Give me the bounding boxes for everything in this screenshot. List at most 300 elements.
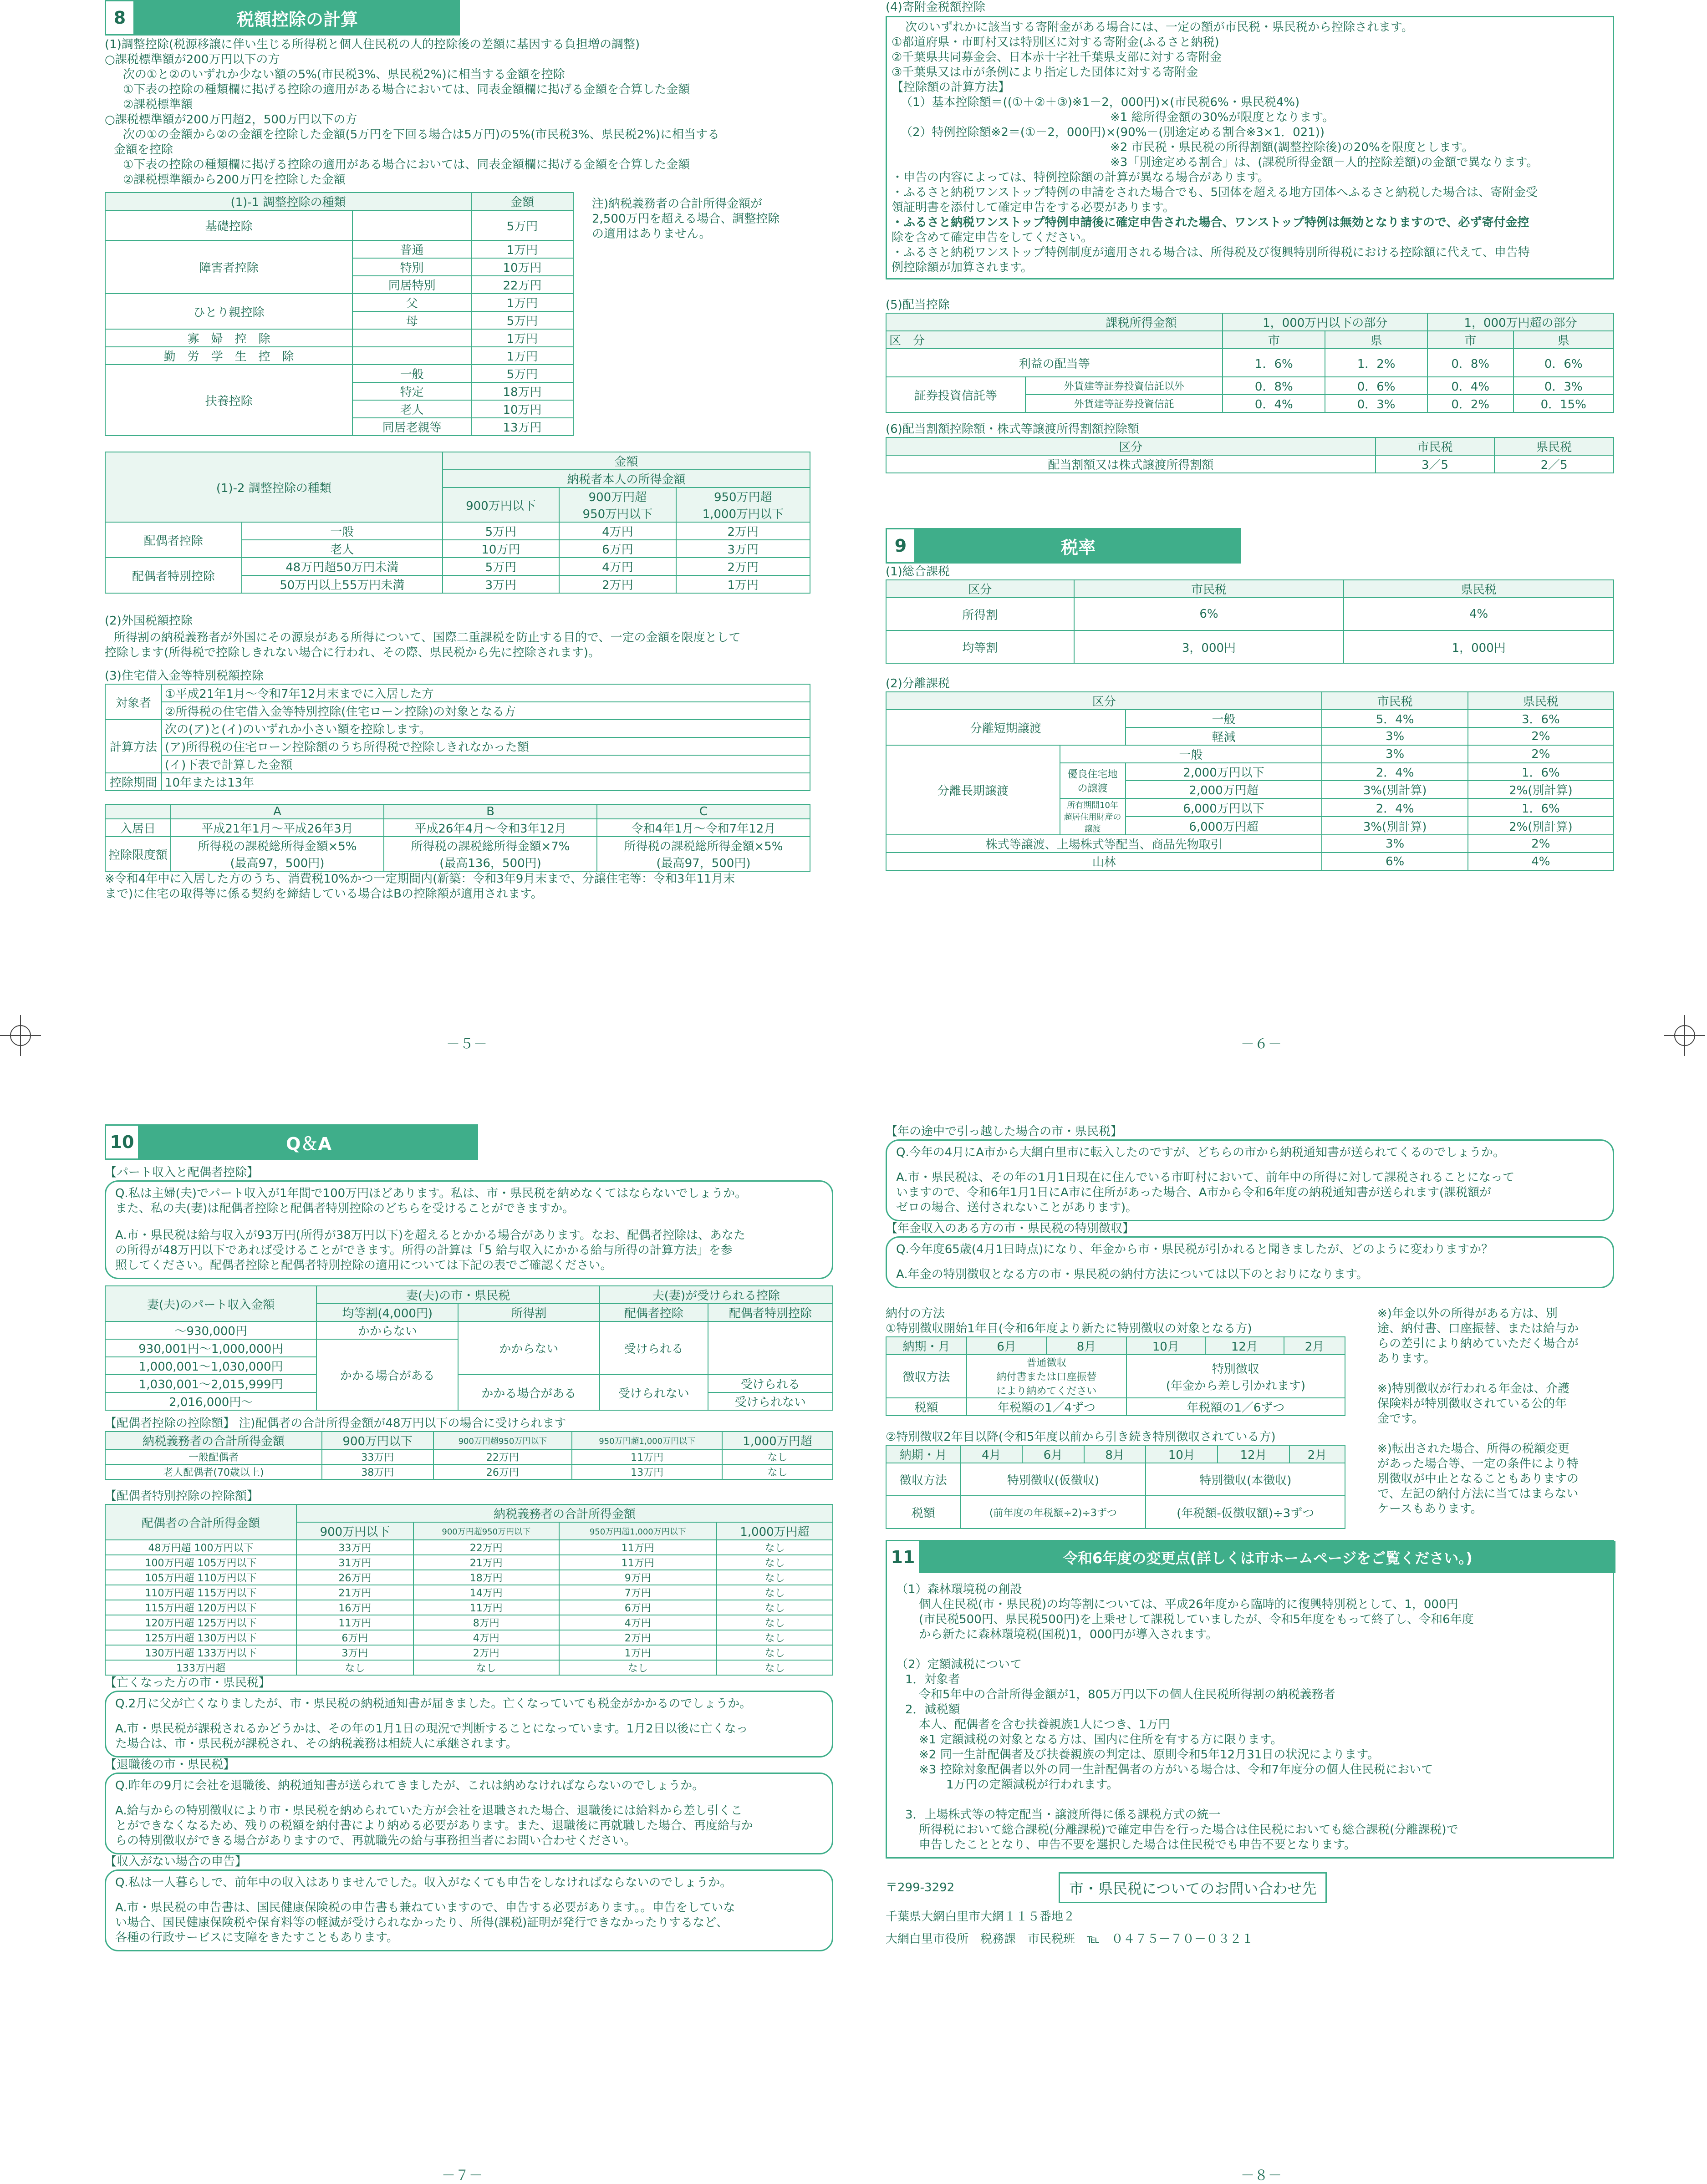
table-cell: 配当割額又は株式譲渡所得割額 xyxy=(886,455,1376,473)
table-cell: 0．2% xyxy=(1427,395,1513,412)
text-line: ・ふるさと納税ワンストップ特例申請後に確定申告された場合、ワンストップ特例は無効となりますので、必ず寄付金控 xyxy=(892,216,1529,229)
table-cell: 1．6% xyxy=(1223,349,1325,377)
section-9-header xyxy=(886,528,1241,564)
section-10-header xyxy=(105,1124,478,1160)
table-cell: 3% xyxy=(1322,835,1468,853)
answer-line: A.市・県民税は、その年の1月1日現在に住んでいる市町村において、前年中の所得に対して課税されることになって xyxy=(896,1171,1515,1184)
table-cell: 133万円超 xyxy=(105,1660,296,1675)
text-line: ①都道府県・市町村又は特別区に対する寄附金(ふるさと納税) xyxy=(892,36,1219,49)
table-header: 1，000万円以下の部分 xyxy=(1223,313,1427,331)
answer-line: A.市・県民税は給与収入が93万円(所得が38万円以下)を超えるとかかる場合があります。なお、配偶者控除は、あなた xyxy=(115,1229,745,1242)
table-header: 950万円超1,000万円以下 xyxy=(559,1522,717,1540)
table-cell: 5万円 xyxy=(443,522,559,540)
section-11-header xyxy=(887,1541,1615,1573)
table-cell: 父 xyxy=(352,294,471,311)
text-line: 次のいずれかに該当する寄附金がある場合には、一定の額が市民税・県民税から控除されます。 xyxy=(905,20,1413,34)
cell-line: 普通徴収 xyxy=(1026,1357,1067,1369)
table-cell: 均等割 xyxy=(886,630,1074,663)
table-cell: 16万円 xyxy=(296,1600,413,1615)
year1-heading: ①特別徴収開始1年目(令和6年度より新たに特別徴収の対象となる方) xyxy=(886,1322,1252,1336)
table-cell: 税額 xyxy=(886,1398,967,1416)
table-cell: 4万円 xyxy=(559,522,676,540)
table-cell: 21万円 xyxy=(413,1555,559,1570)
table-cell: 3万円 xyxy=(676,540,810,558)
text-line: 領証明書を添付して確定申告をする必要があります。 xyxy=(892,201,1175,214)
table-cell xyxy=(1126,1355,1345,1398)
table-header: 県 xyxy=(1513,331,1614,349)
foreign-tax-heading: (2)外国税額控除 xyxy=(105,614,193,628)
table-header: C xyxy=(597,804,810,819)
table-cell: 外貨建等証券投資信託 xyxy=(1025,395,1223,412)
table-cell: (年税額-仮徴収額)÷3ずつ xyxy=(1146,1496,1345,1529)
table-row xyxy=(105,1660,833,1675)
text-line: ②課税標準額 xyxy=(123,98,193,112)
table-cell: 14万円 xyxy=(413,1585,559,1600)
table-cell: 徴収方法 xyxy=(886,1355,967,1398)
text-line: ※1 総所得金額の30%が限度となります。 xyxy=(1110,111,1335,124)
table-cell: 0．4% xyxy=(1427,377,1513,395)
year1-collection-table xyxy=(886,1336,1345,1416)
header-line: 1,000万円以下 xyxy=(702,508,784,521)
text-line: 金額を控除 xyxy=(114,143,173,157)
answer-line: た場合は、市・県民税が課税され、その納税義務は相続人に承継されます。 xyxy=(115,1737,518,1751)
table-cell: 1,030,001～2,015,999円 xyxy=(105,1375,316,1392)
table-cell: 13万円 xyxy=(572,1464,722,1479)
table-header: (1)-2 調整控除の種類 xyxy=(105,452,443,522)
cell-line: 特別徴収 xyxy=(1212,1362,1259,1376)
table-cell: 1万円 xyxy=(676,575,810,593)
table-header: 納期・月 xyxy=(886,1337,967,1355)
table-cell: 3万円 xyxy=(296,1645,413,1660)
question-line: Q.昨年の9月に会社を退職後、納税通知書が送られてきましたが、これは納めなければならないのでしょうか。 xyxy=(115,1779,704,1793)
text-line: 個人住民税(市・県民税)の均等割については、平成26年度から臨時的に復興特別税として、1，000円 xyxy=(919,1598,1458,1611)
table-header: 900万円超950万円以下 xyxy=(433,1432,572,1449)
table-cell: 6,000万円以下 xyxy=(1126,798,1322,817)
registration-mark-left xyxy=(0,1015,41,1056)
table-cell: 4万円 xyxy=(559,558,676,575)
answer-line: とができなくなるため、残りの税額を納付書により納める必要があります。また、退職後に再就職した場合、再度給与か xyxy=(115,1819,753,1833)
table-cell: 令和4年1月～令和7年12月 xyxy=(597,819,810,837)
text-line: 所得割の納税義務者が外国にその源泉がある所得について、国際二重課税を防止する目的で、一定の金額を限度として xyxy=(114,631,741,645)
table-header: 県 xyxy=(1325,331,1427,349)
table-cell: (ア)所得税の住宅ローン控除額のうち所得税で控除しきれなかった額 xyxy=(162,737,810,755)
qa-box-deceased xyxy=(105,1691,833,1757)
table-cell: 3% xyxy=(1322,727,1468,745)
note-line: の適用はありません。 xyxy=(592,227,711,241)
page-number: －７－ xyxy=(442,2168,483,2184)
table-cell: 6,000万円超 xyxy=(1126,817,1322,835)
table-cell: (前年度の年税額÷2)÷3ずつ xyxy=(960,1496,1146,1529)
table-cell: 2,016,000円～ xyxy=(105,1392,316,1410)
separate-tax-heading: (2)分離課税 xyxy=(886,677,950,691)
text-line: から新たに森林環境税(国税)1，000円が導入されます。 xyxy=(919,1628,1218,1641)
total-tax-heading: (1)総合課税 xyxy=(886,565,950,579)
table-cell: 優良住宅地の譲渡 xyxy=(1060,763,1126,798)
table-cell: 6万円 xyxy=(559,1600,717,1615)
table-cell: なし xyxy=(413,1660,559,1675)
table-cell: 5万円 xyxy=(471,365,573,382)
table-cell: 9万円 xyxy=(559,1570,717,1585)
table-cell: 特定 xyxy=(352,382,471,400)
table-row xyxy=(105,1600,833,1615)
table-cell: 証券投資信託等 xyxy=(886,377,1025,412)
table-cell: 扶養控除 xyxy=(105,365,352,436)
table-header: 妻(夫)のパート収入金額 xyxy=(105,1286,316,1321)
answer-line: ゼロの場合、送付されないことがあります)。 xyxy=(896,1201,1138,1214)
text-line: （1）基本控除額＝((①＋②＋③)※1－2，000円)×(市民税6%・県民税4%) xyxy=(901,96,1300,109)
table-cell: 4% xyxy=(1344,598,1614,630)
qa-heading: 【年金収入のある方の市・県民税の特別徴収】 xyxy=(886,1222,1135,1235)
table-cell: 勤 労 学 生 控 除 xyxy=(105,347,352,365)
table-cell: 115万円超 120万円以下 xyxy=(105,1600,296,1615)
note-line xyxy=(1377,1427,1614,1442)
table-cell: 控除期間 xyxy=(105,773,162,791)
note-line: 保険料が特別徴収されている公的年 xyxy=(1377,1397,1567,1411)
text-line: 令和5年中の合計所得金額が1，805万円以下の個人住民税所得割の納税義務者 xyxy=(919,1688,1335,1701)
section-title: 令和6年度の変更点(詳しくは市ホームページをご覧ください。) xyxy=(920,1541,1615,1573)
table-header: 10月 xyxy=(1126,1337,1205,1355)
note-line: があった場合等、一定の条件により特 xyxy=(1377,1457,1579,1471)
housing-loan-heading: (3)住宅借入金等特別税額控除 xyxy=(105,669,264,683)
table-cell: 48万円超 100万円以下 xyxy=(105,1540,296,1555)
text-line: （1）森林環境税の創設 xyxy=(896,1583,1022,1596)
table-cell: 2,000万円以下 xyxy=(1126,763,1322,781)
table-cell: 特別徴収(本徴収) xyxy=(1146,1463,1345,1496)
section-number: 11 xyxy=(887,1541,920,1573)
table-cell: 3%(別計算) xyxy=(1322,781,1468,798)
table-cell: かからない xyxy=(316,1321,458,1339)
note-line: らの差引により納めていただく場合が xyxy=(1377,1337,1579,1351)
answer-line: A.給与からの特別徴収により市・県民税を納められていた方が会社を退職された場合、退職後には給料から差し引くこ xyxy=(115,1804,743,1818)
table-header: B xyxy=(384,804,597,819)
note-line: ※令和4年中に入居した方のうち、消費税10%かつ一定期間内(新築：令和3年9月末まで、分譲住宅等：令和3年11月末 xyxy=(105,872,735,886)
table-cell: 計算方法 xyxy=(105,720,162,773)
table-row xyxy=(105,1615,833,1630)
table-header: 県民税 xyxy=(1344,580,1614,598)
table-cell: 5万円 xyxy=(471,210,573,240)
page-number: －６－ xyxy=(1241,1036,1282,1052)
note-line: あります。 xyxy=(1377,1352,1436,1366)
table-cell xyxy=(967,1355,1126,1398)
table-header: 妻(夫)の市・県民税 xyxy=(316,1286,599,1304)
table-cell: 所得割 xyxy=(886,598,1074,630)
qa-heading: 【収入がない場合の申告】 xyxy=(105,1855,247,1869)
answer-line: の所得が48万円以下であれば受けることができます。所得の計算は「5 給与収入にかかる給与所得の計算方法」を参 xyxy=(115,1244,733,1257)
table-header: 配偶者控除 xyxy=(600,1304,708,1321)
table-cell: 入居日 xyxy=(105,819,171,837)
table-cell: 所有期間10年超居住用財産の譲渡 xyxy=(1060,798,1126,835)
table-cell: 0．6% xyxy=(1513,349,1614,377)
postal-code: 〒299-3292 xyxy=(886,1880,955,1894)
donation-heading: (4)寄附金税額控除 xyxy=(886,0,985,14)
table-cell: 3% xyxy=(1322,745,1468,763)
table-cell: 22万円 xyxy=(471,276,573,294)
table-header: 900万円以下 xyxy=(296,1522,413,1540)
section-title: 税額控除の計算 xyxy=(135,0,460,36)
table-header: 区分 xyxy=(886,692,1322,710)
table-header: 8月 xyxy=(1046,1337,1126,1355)
table-cell: 3万円 xyxy=(443,575,559,593)
table-cell xyxy=(352,329,471,347)
note-line: まで)に住宅の取得等に係る契約を締結している場合はBの控除額が適用されます。 xyxy=(105,887,543,901)
table-cell: 33万円 xyxy=(322,1449,433,1464)
table-cell: 6万円 xyxy=(296,1630,413,1645)
text-line: ・申告の内容によっては、特例控除額の計算が異なる場合があります。 xyxy=(892,171,1269,184)
table-cell: 130万円超 133万円以下 xyxy=(105,1645,296,1660)
table-header: 12月 xyxy=(1205,1337,1284,1355)
table-header: 均等割(4,000円) xyxy=(316,1304,458,1321)
table-header: 市民税 xyxy=(1074,580,1344,598)
table-cell: 4万円 xyxy=(413,1630,559,1645)
table-cell: 株式等譲渡、上場株式等配当、商品先物取引 xyxy=(886,835,1322,853)
text-line: ○課税標準額が200万円超2，500万円以下の方 xyxy=(105,113,357,127)
table-cell: 125万円超 130万円以下 xyxy=(105,1630,296,1645)
table-cell: 10万円 xyxy=(443,540,559,558)
table-cell: 0．15% xyxy=(1513,395,1614,412)
table-cell: 4% xyxy=(1468,853,1614,870)
answer-line: A.市・県民税が課税されるかどうかは、その年の1月1日の現況で判断することになっています。1月2日以後に亡くなっ xyxy=(115,1722,748,1736)
table-cell: かかる場合がある xyxy=(316,1339,458,1410)
adjustment-deduction-table-2 xyxy=(105,452,810,594)
text-line: ○課税標準額が200万円以下の方 xyxy=(105,53,280,66)
cell-line: (最高97，500円) xyxy=(656,857,751,870)
table-cell: 普通 xyxy=(352,240,471,258)
table-cell: 受けられない xyxy=(708,1392,833,1410)
text-line: 申告したこととなり、申告不要を選択した場合は住民税でも申告不要となります。 xyxy=(919,1838,1356,1852)
housing-loan-table xyxy=(105,684,810,791)
table-header: 夫(妻)が受けられる控除 xyxy=(600,1286,833,1304)
table-cell: 31万円 xyxy=(296,1555,413,1570)
table-cell: 配偶者控除 xyxy=(105,522,242,558)
table-cell: 平成26年4月～令和3年12月 xyxy=(384,819,597,837)
text-line: ※3 控除対象配偶者以外の同一生計配偶者の方がいる場合は、令和7年度分の個人住民税において xyxy=(919,1763,1433,1777)
note-line xyxy=(1377,1366,1614,1382)
header-line: 900万円超 xyxy=(588,491,647,504)
table-cell: 33万円 xyxy=(296,1540,413,1555)
table-header: 配偶者の合計所得金額 xyxy=(105,1504,296,1540)
table-cell: かからない xyxy=(458,1321,600,1375)
table-cell: 寡 婦 控 除 xyxy=(105,329,352,347)
note-line: ※)転出された場合、所得の税額変更 xyxy=(1377,1442,1569,1456)
table-cell xyxy=(352,210,471,240)
text-line: ・ふるさと納税ワンストップ特例制度が適用される場合は、所得税及び復興特別所得税における控除額に代えて、申告特 xyxy=(892,246,1530,259)
spouse-deduction-table xyxy=(105,1431,833,1480)
table-header: 納期・月 xyxy=(886,1445,960,1463)
spouse-special-deduction-heading: 【配偶者特別控除の控除額】 xyxy=(105,1489,259,1503)
table-header: 所得割 xyxy=(458,1304,600,1321)
note-line: ※)特別徴収が行われる年金は、介護 xyxy=(1377,1382,1569,1396)
table-cell: 一般 xyxy=(352,365,471,382)
section-number: 9 xyxy=(886,528,916,564)
cell-line: 所得税の課税総所得金額×5% xyxy=(624,840,783,853)
question-line: Q.今年度65歳(4月1日時点)になり、年金から市・県民税が引かれると聞きましたが、どのように変わりますか？ xyxy=(896,1243,1493,1256)
section-number: 8 xyxy=(105,0,135,36)
table-cell: 対象者 xyxy=(105,684,162,720)
text-line: ①下表の控除の種類欄に掲げる控除の適用がある場合においては、同表金額欄に掲げる金額を合算した金額 xyxy=(123,83,690,97)
table-cell: 18万円 xyxy=(413,1570,559,1585)
table-header: 市 xyxy=(1427,331,1513,349)
text-line: 【控除額の計算方法】 xyxy=(892,81,1010,94)
table-header: 6月 xyxy=(967,1337,1046,1355)
dividend-deduction-table xyxy=(886,313,1614,413)
table-cell: 1．2% xyxy=(1325,349,1427,377)
table-cell: なし xyxy=(722,1464,833,1479)
table-header: 県民税 xyxy=(1468,692,1614,710)
text-line: 次の①と②のいずれか少ない額の5%(市民税3%、県民税2%)に相当する金額を控除 xyxy=(123,68,565,81)
qa-box-moving xyxy=(886,1139,1614,1221)
answer-line: A.市・県民税の申告書は、国民健康保険税の申告書も兼ねていますので、申告する必要があります。。申告をしていな xyxy=(115,1901,735,1915)
table-cell: なし xyxy=(717,1630,833,1645)
answer-line: 各種の行政サービスに支障をきたすこともあります。 xyxy=(115,1931,398,1945)
question-line: Q.私は主婦(夫)でパート収入が1年間で100万円ほどあります。私は、市・県民税を納めなくてはならないでしょうか。 xyxy=(115,1187,747,1200)
page-number: －５－ xyxy=(446,1036,487,1052)
contact-title: 市・県民税についてのお問い合わせ先 xyxy=(1059,1872,1327,1903)
table-header: 納税義務者の合計所得金額 xyxy=(296,1504,833,1522)
answer-line: らの特別徴収ができる場合がありますので、再就職先の給与事務担当者にお問い合わせください。 xyxy=(115,1834,636,1848)
table-header: 配偶者特別控除 xyxy=(708,1304,833,1321)
table-header: 金額 xyxy=(471,193,573,210)
text-line: 1万円の定額減税が行われます。 xyxy=(946,1778,1119,1792)
table-cell: 6% xyxy=(1074,598,1344,630)
text-line: 所得税において総合課税(分離課税)で確定申告を行った場合は住民税においても総合課税(分離課税)で xyxy=(919,1823,1458,1837)
table-cell: 50万円以上55万円未満 xyxy=(242,575,443,593)
note-line: で、左記の納付方法に当てはまらない xyxy=(1377,1487,1579,1501)
table-cell: 48万円超50万円未満 xyxy=(242,558,443,575)
table-note xyxy=(592,197,780,436)
table-cell: 2万円 xyxy=(676,558,810,575)
table-cell: かかる場合がある xyxy=(458,1375,600,1410)
table-cell: 2,000万円超 xyxy=(1126,781,1322,798)
table-cell: 11万円 xyxy=(413,1600,559,1615)
table-cell: なし xyxy=(717,1585,833,1600)
text-line: ②課税標準額から200万円を控除した金額 xyxy=(123,173,346,187)
section-title: 税率 xyxy=(916,528,1241,564)
table-cell: 老人 xyxy=(242,540,443,558)
table-header: 900万円超950万円以下 xyxy=(413,1522,559,1540)
text-line: 本人、配偶者を含む扶養親族1人につき、1万円 xyxy=(919,1718,1170,1732)
table-cell: 2%(別計算) xyxy=(1468,781,1614,798)
dividend-tax-credit-heading: (6)配当割額控除額・株式等譲渡所得割額控除額 xyxy=(886,422,1139,436)
table-cell: 特別徴収(仮徴収) xyxy=(960,1463,1146,1496)
table-cell: 1万円 xyxy=(471,347,573,365)
table-cell: なし xyxy=(717,1540,833,1555)
table-cell: 同居特別 xyxy=(352,276,471,294)
table-cell: 3，000円 xyxy=(1074,630,1344,663)
note-line: 金です。 xyxy=(1377,1412,1424,1426)
table-cell: ひとり親控除 xyxy=(105,294,352,329)
table-cell: 13万円 xyxy=(471,418,573,436)
table-cell: 受けられない xyxy=(600,1375,708,1410)
table-cell: 2% xyxy=(1468,727,1614,745)
text-line: 3．上場株式等の特定配当・譲渡所得に係る課税方式の統一 xyxy=(905,1808,1221,1822)
table-cell: 11万円 xyxy=(572,1449,722,1464)
table-cell: 1．6% xyxy=(1468,763,1614,781)
note-line: ※)年金以外の所得がある方は、別 xyxy=(1377,1307,1558,1321)
table-cell xyxy=(171,837,384,871)
dividend-heading: (5)配当控除 xyxy=(886,298,950,312)
cell-line: (最高97，500円) xyxy=(230,857,325,870)
table-cell: 10万円 xyxy=(471,400,573,418)
table-row xyxy=(105,1570,833,1585)
table-row xyxy=(105,1540,833,1555)
table-cell: 0．3% xyxy=(1325,395,1427,412)
text-line: 2．減税額 xyxy=(905,1703,960,1717)
answer-line: いますので、令和6年1月1日にA市に住所があった場合、A市から令和6年度の納税通知書が送られます(課税額が xyxy=(896,1186,1492,1199)
text-line: ※2 市民税・県民税の所得割額(調整控除後)の20%を限度とします。 xyxy=(1110,141,1474,154)
table-header: 4月 xyxy=(960,1445,1022,1463)
table-header: 6月 xyxy=(1022,1445,1084,1463)
answer-line: 照してください。配偶者控除と配偶者特別控除の適用については下記の表でご確認ください。 xyxy=(115,1259,612,1272)
table-cell: 山林 xyxy=(886,853,1322,870)
table-header: (1)-1 調整控除の種類 xyxy=(105,193,471,210)
table-cell: 4万円 xyxy=(559,1615,717,1630)
table-cell: ①平成21年1月～令和7年12月末までに入居した方 xyxy=(162,684,810,702)
table-cell: 1万円 xyxy=(471,294,573,311)
table-cell: 2% xyxy=(1468,745,1614,763)
table-header: 950万円超1,000万円以下 xyxy=(572,1432,722,1449)
qa-heading: 【亡くなった方の市・県民税】 xyxy=(105,1676,271,1690)
table-cell: 老人 xyxy=(352,400,471,418)
table-cell: 受けられる xyxy=(708,1375,833,1392)
question-line: Q.今年の4月にA市から大網白里市に転入したのですが、どちらの市から納税通知書が送られてくるのでしょうか。 xyxy=(896,1146,1505,1159)
table-cell: ～930,000円 xyxy=(105,1321,316,1339)
note-line: 途、納付書、口座振替、または給与か xyxy=(1377,1322,1579,1336)
table-header: 12月 xyxy=(1218,1445,1289,1463)
qa-box-part-income xyxy=(105,1180,833,1279)
table-cell: 5．4% xyxy=(1322,710,1468,727)
table-cell: 2%(別計算) xyxy=(1468,817,1614,835)
table-cell: 6% xyxy=(1322,853,1468,870)
qa-box-pension xyxy=(886,1236,1614,1288)
page-5 xyxy=(105,0,815,1052)
cell-line: により納めてください xyxy=(996,1386,1097,1397)
header-line: 950万円超 xyxy=(713,491,772,504)
office-phone: 大網白里市役所 税務課 市民税班 ℡ ０４７５－７０－０３２１ xyxy=(886,1932,1253,1946)
payment-method-heading: 納付の方法 xyxy=(886,1307,945,1321)
text-line xyxy=(896,1642,1604,1657)
table-cell: 105万円超 110万円以下 xyxy=(105,1570,296,1585)
text-line: ※3「別途定める割合」は、(課税所得金額－人的控除差額)の金額で異なります。 xyxy=(1110,156,1539,169)
table-cell: 2% xyxy=(1468,835,1614,853)
table-row xyxy=(105,1585,833,1600)
table-cell: 8万円 xyxy=(413,1615,559,1630)
page-6 xyxy=(886,0,1619,1052)
table-cell: 2万円 xyxy=(559,1630,717,1645)
text-line: (市民税500円、県民税500円)を上乗せして課税していましたが、令和5年度をもって終了し、令和6年度 xyxy=(919,1613,1474,1626)
table-cell: 徴収方法 xyxy=(886,1463,960,1496)
table-header: 1,000万円超 xyxy=(722,1432,833,1449)
table-cell: 分離長期譲渡 xyxy=(886,745,1060,835)
text-line: ③千葉県又は市が条例により指定した団体に対する寄附金 xyxy=(892,66,1198,79)
qa-box-retirement xyxy=(105,1773,833,1854)
table-cell: 110万円超 115万円以下 xyxy=(105,1585,296,1600)
table-header xyxy=(105,804,171,819)
table-cell: 控除限度額 xyxy=(105,837,171,871)
qa-heading: 【退職後の市・県民税】 xyxy=(105,1758,235,1772)
separate-tax-rate-table xyxy=(886,691,1614,871)
table-cell: 受けられる xyxy=(600,1321,708,1375)
table-cell: 老人配偶者(70歳以上) xyxy=(105,1464,322,1479)
cell-line: 納付書または口座振替 xyxy=(996,1371,1097,1383)
table-header: 区分 xyxy=(886,437,1376,455)
table-cell: 配偶者特別控除 xyxy=(105,558,242,593)
spouse-special-deduction-table xyxy=(105,1504,833,1676)
table-cell: 26万円 xyxy=(296,1570,413,1585)
table-cell: 6万円 xyxy=(559,540,676,558)
table-cell: 母 xyxy=(352,311,471,329)
table-cell: 3．6% xyxy=(1468,710,1614,727)
section-title: Q＆A xyxy=(139,1124,478,1160)
